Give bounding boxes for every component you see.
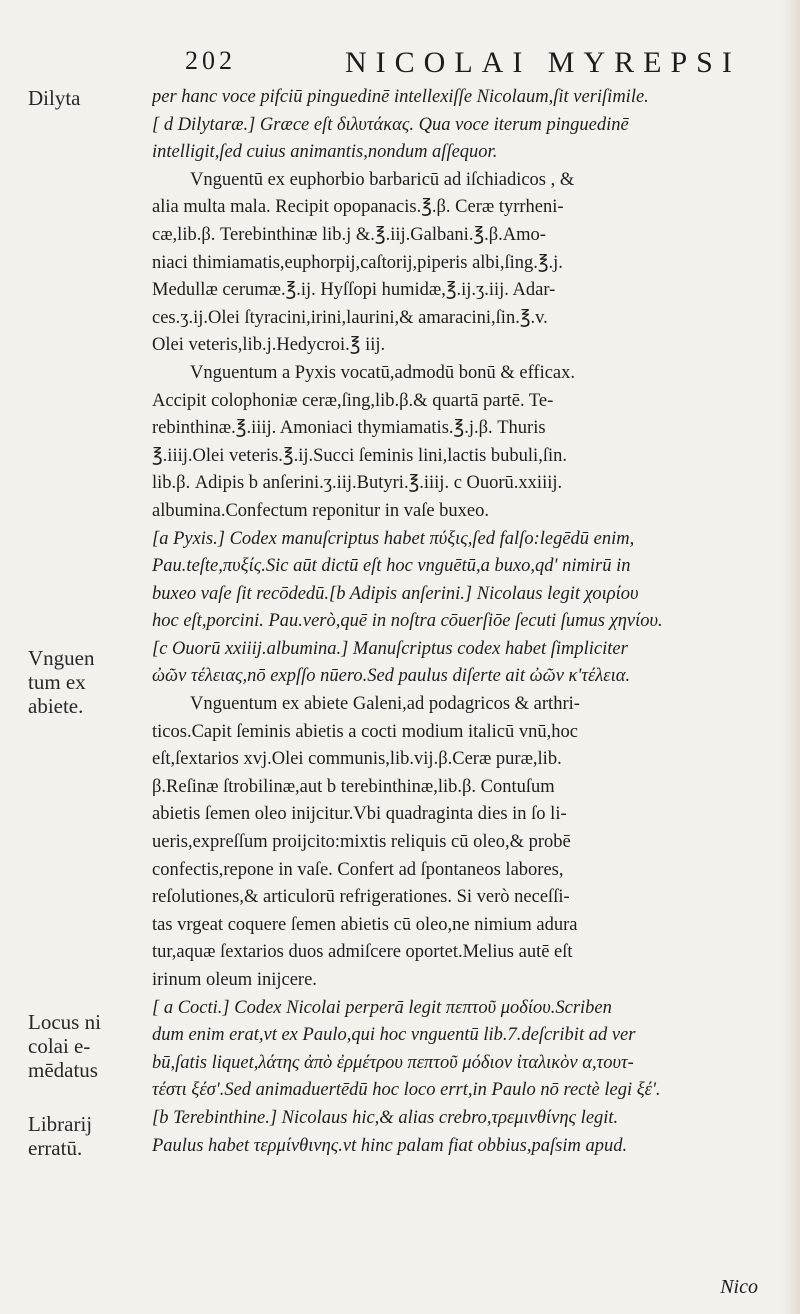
text-line: lib.β. Adipis b anſerini.ʒ.iij.Butyri.℥.iiij. c Ouorū.xxiiij. xyxy=(152,473,563,494)
text-line: intelligit,ſed cuius animantis,nondum aſſequor. xyxy=(152,142,498,163)
text-line: Vnguentum a Pyxis vocatū,admodū bonū & efficax. xyxy=(190,362,576,383)
text-line: per hanc voce pifciū pinguedinē intellexiſſe Nicolaum,ſit veriſimile. xyxy=(152,87,649,107)
margin-note-librarij-erratum: Librarij erratū. xyxy=(28,1112,93,1160)
margin-note-dilyta: Dilyta xyxy=(28,86,81,110)
text-line: alia multa mala. Recipit opopanacis.℥.β. Ceræ tyrrheni- xyxy=(152,197,564,218)
text-line: [ d Dilytaræ.] Græce eſt διλυτάκας. Qua voce iterum pinguedinē xyxy=(152,114,629,135)
margin-note-locus-emendatus: Locus ni colai e- mēdatus xyxy=(28,1010,101,1082)
text-line: cæ,lib.β. Terebinthinæ lib.j &.℥.iij.Galbani.℥.β.Amo- xyxy=(152,224,546,245)
text-line: Paulus habet τερμίνθινης.vt hinc palam fiat obbius,paſsim apud. xyxy=(152,1135,628,1156)
text-line: albumina.Confectum reponitur in vaſe buxeo. xyxy=(152,500,490,521)
text-line: Accipit colophoniæ ceræ,ſing,lib.β.& quartā partē. Te- xyxy=(152,390,554,411)
margin-note-vnguentum-abiete: Vnguen tum ex abiete. xyxy=(28,646,95,718)
text-line: ueris,expreſſum proijcito:mixtis reliquis cū oleo,& probē xyxy=(152,832,571,853)
text-line: dum enim erat,vt ex Paulo,qui hoc vnguentū lib.7.deſcribit ad ver xyxy=(152,1025,636,1046)
page-number: 202 xyxy=(185,46,236,75)
text-line: irinum oleum inijcere. xyxy=(152,970,317,990)
text-line: reſolutiones,& articulorū refrigerationes. Si verò neceſſi- xyxy=(152,887,570,908)
text-line: tur,aquæ ſextarios duos admiſcere oportet.Melius autē eſt xyxy=(152,942,573,963)
text-line: β.Reſinæ ſtrobilinæ,aut b terebinthinæ,lib.β. Contuſum xyxy=(152,776,555,797)
text-line: Vnguentum ex abiete Galeni,ad podagricos & arthri- xyxy=(190,694,580,715)
text-line: ℥.iiij.Olei veteris.℥.ij.Succi ſeminis lini,lactis bubuli,ſin. xyxy=(152,445,567,466)
body-text xyxy=(152,84,780,1160)
text-line: tas vrgeat coquere ſemen abietis cū oleo,ne nimium adura xyxy=(152,914,578,935)
text-line: ces.ʒ.ij.Olei ſtyracini,irini,laurini,& amaracini,ſin.℥.v. xyxy=(152,307,548,328)
text-line: bū,ſatis liquet,λάτης ἀπὸ ἐρμέτρου πεπτοῦ μόδιον ἰταλικὸν α,τουτ- xyxy=(152,1052,634,1073)
text-line: abietis ſemen oleo inijcitur.Vbi quadraginta dies in ſo li- xyxy=(152,804,567,825)
text-line: [ a Cocti.] Codex Nicolai perperā legit πεπτοῦ μοδίου.Scriben xyxy=(152,997,612,1018)
text-line: [b Terebinthine.] Nicolaus hic,& alias crebro,τρεμινθίνης legit. xyxy=(152,1107,619,1128)
text-line: buxeo vaſe ſit recōdedū.[b Adipis anſerini.] Nicolaus legit χοιρίου xyxy=(152,583,639,604)
text-line: eſt,ſextarios xvj.Olei communis,lib.vij.β.Ceræ puræ,lib. xyxy=(152,749,562,770)
catchword: Nico xyxy=(720,1276,758,1298)
text-line: ὠῶν τέλειας,nō expſſo nūero.Sed paulus diſerte ait ὠῶν κ'τέλεια. xyxy=(152,666,631,687)
text-line: confectis,repone in vaſe. Confert ad ſpontaneos labores, xyxy=(152,859,564,880)
text-line: Medullæ cerumæ.℥.ij. Hyſſopi humidæ,℥.ij.ʒ.iij. Adar- xyxy=(152,280,556,301)
text-line: [a Pyxis.] Codex manuſcriptus habet πύξις,ſed falſo:legēdū enim, xyxy=(152,528,635,549)
text-line: Olei veteris,lib.j.Hedycroi.℥ iij. xyxy=(152,335,386,356)
text-line: Pau.teſte,πυξίς.Sic aūt dictū eſt hoc vnguētū,a buxo,qd' nimirū in xyxy=(152,556,631,577)
text-line: niaci thimiamatis,euphorpij,caſtorij,piperis albi,ſing.℥.j. xyxy=(152,252,563,273)
text-line: τέστι ξέσ'.Sed animaduertēdū hoc loco errt,in Paulo nō rectè legi ξέ'. xyxy=(152,1080,661,1101)
text-line: Vnguentū ex euphorbio barbaricū ad iſchiadicos , & xyxy=(190,169,575,190)
text-line: ticos.Capit ſeminis abietis a cocti modium italicū vnū,hoc xyxy=(152,721,578,742)
running-head xyxy=(185,46,785,86)
page-edge-shadow xyxy=(782,0,800,1314)
text-line: hoc eſt,porcini. Pau.verò,quē in noſtra cōuerſiōe ſecuti ſumus χηνίου. xyxy=(152,611,663,632)
text-line: [c Ouorū xxiiij.albumina.] Manuſcriptus codex habet ſimpliciter xyxy=(152,638,628,659)
text-line: rebinthinæ.℥.iiij. Amoniaci thymiamatis.℥.j.β. Thuris xyxy=(152,418,546,439)
running-title: NICOLAI MYREPSI xyxy=(345,46,741,79)
